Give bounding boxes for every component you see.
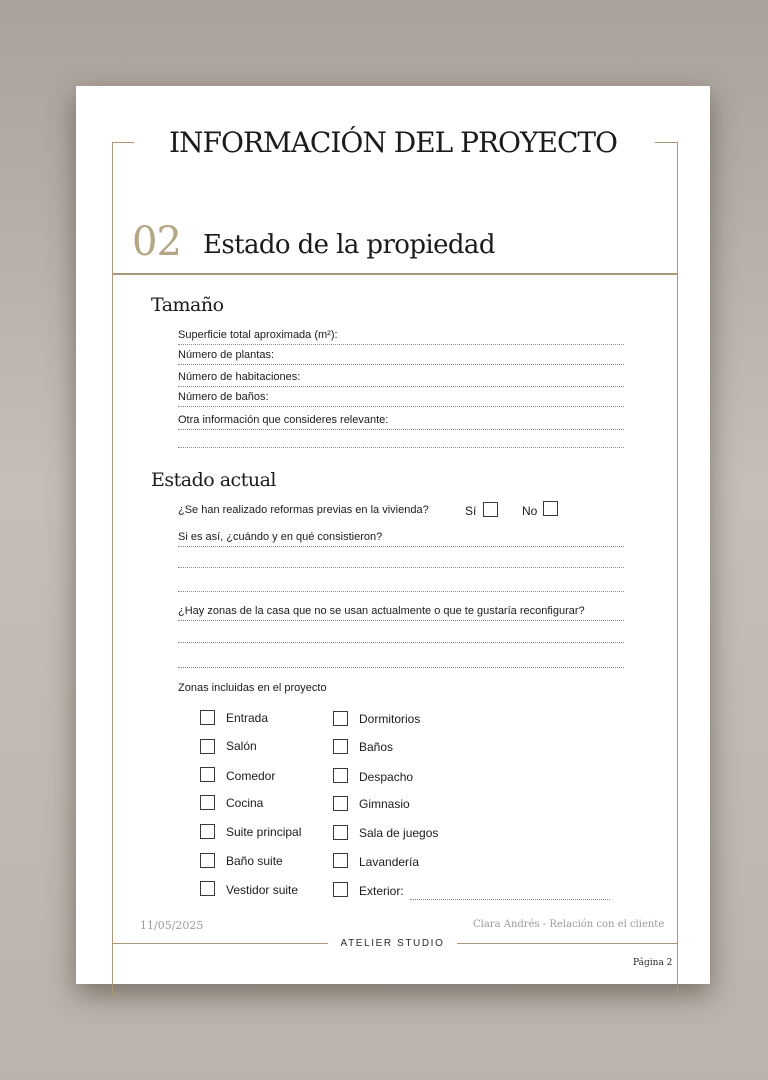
otra-info-blank-line[interactable] [178,447,624,448]
cuando-blank-line-1[interactable] [178,567,624,568]
banos-checkbox[interactable] [333,739,348,754]
comedor-checkbox[interactable] [200,767,215,782]
lavanderia-checkbox[interactable] [333,853,348,868]
no-label: No [522,504,538,518]
salon-label: Salón [226,739,257,753]
otra-info-field[interactable]: Otra información que consideres relevante: [178,413,624,430]
superficie-field[interactable]: Superficie total aproximada (m²): [178,328,624,345]
si-checkbox[interactable] [483,502,498,517]
frame-right-line [677,142,678,997]
estado-heading: Estado actual [151,469,276,491]
reformas-question: ¿Se han realizado reformas previas en la vivienda? [178,504,429,516]
gimnasio-checkbox[interactable] [333,796,348,811]
bano-suite-checkbox[interactable] [200,853,215,868]
zonas-question-field[interactable]: ¿Hay zonas de la casa que no se usan actualmente o que te gustaría reconfigurar? [178,604,624,621]
frame-left-line [112,142,113,997]
plantas-field[interactable]: Número de plantas: [178,348,624,365]
suite-principal-checkbox[interactable] [200,824,215,839]
footer-client-relation: Clara Andrés - Relación con el cliente [473,919,665,930]
sala-de-juegos-checkbox[interactable] [333,825,348,840]
frame-top-left-line [112,142,134,143]
zonas-heading: Zonas incluidas en el proyecto [178,682,327,694]
footer-line-left [112,943,328,944]
gimnasio-label: Gimnasio [359,797,410,811]
comedor-label: Comedor [226,769,276,783]
exterior-checkbox[interactable] [333,882,348,897]
entrada-label: Entrada [226,711,269,725]
tamano-heading: Tamaño [151,294,224,316]
salon-checkbox[interactable] [200,739,215,754]
cocina-checkbox[interactable] [200,795,215,810]
vestidor-suite-label: Vestidor suite [226,883,299,897]
zonas-blank-line-2[interactable] [178,667,624,668]
document-page [76,86,710,984]
zonas-blank-line-1[interactable] [178,642,624,643]
frame-top-right-line [655,142,678,143]
studio-name: ATELIER STUDIO [340,938,445,949]
bano-suite-label: Baño suite [226,854,283,868]
cocina-label: Cocina [226,796,264,810]
dormitorios-label: Dormitorios [359,712,421,726]
dormitorios-checkbox[interactable] [333,711,348,726]
section-divider [112,273,678,275]
suite-principal-label: Suite principal [226,825,302,839]
lavanderia-label: Lavandería [359,855,420,869]
banos-label: Baños [359,740,394,754]
cuando-blank-line-2[interactable] [178,591,624,592]
habitaciones-field[interactable]: Número de habitaciones: [178,370,624,387]
section-number: 02 [132,219,181,265]
sala-de-juegos-label: Sala de juegos [359,826,439,840]
despacho-label: Despacho [359,770,414,784]
despacho-checkbox[interactable] [333,768,348,783]
exterior-label: Exterior: [359,884,404,898]
no-checkbox[interactable] [543,501,558,516]
entrada-checkbox[interactable] [200,710,215,725]
page-title: INFORMACIÓN DEL PROYECTO [169,126,617,159]
banos-field[interactable]: Número de baños: [178,390,624,407]
si-label: Sí [465,504,477,518]
page-number: Página 2 [633,958,673,968]
footer-line-right [457,943,678,944]
footer-date: 11/05/2025 [140,919,204,932]
section-title: Estado de la propiedad [203,230,495,260]
exterior-blank-line[interactable] [410,899,610,900]
cuando-field[interactable]: Si es así, ¿cuándo y en qué consistieron? [178,530,624,547]
vestidor-suite-checkbox[interactable] [200,881,215,896]
